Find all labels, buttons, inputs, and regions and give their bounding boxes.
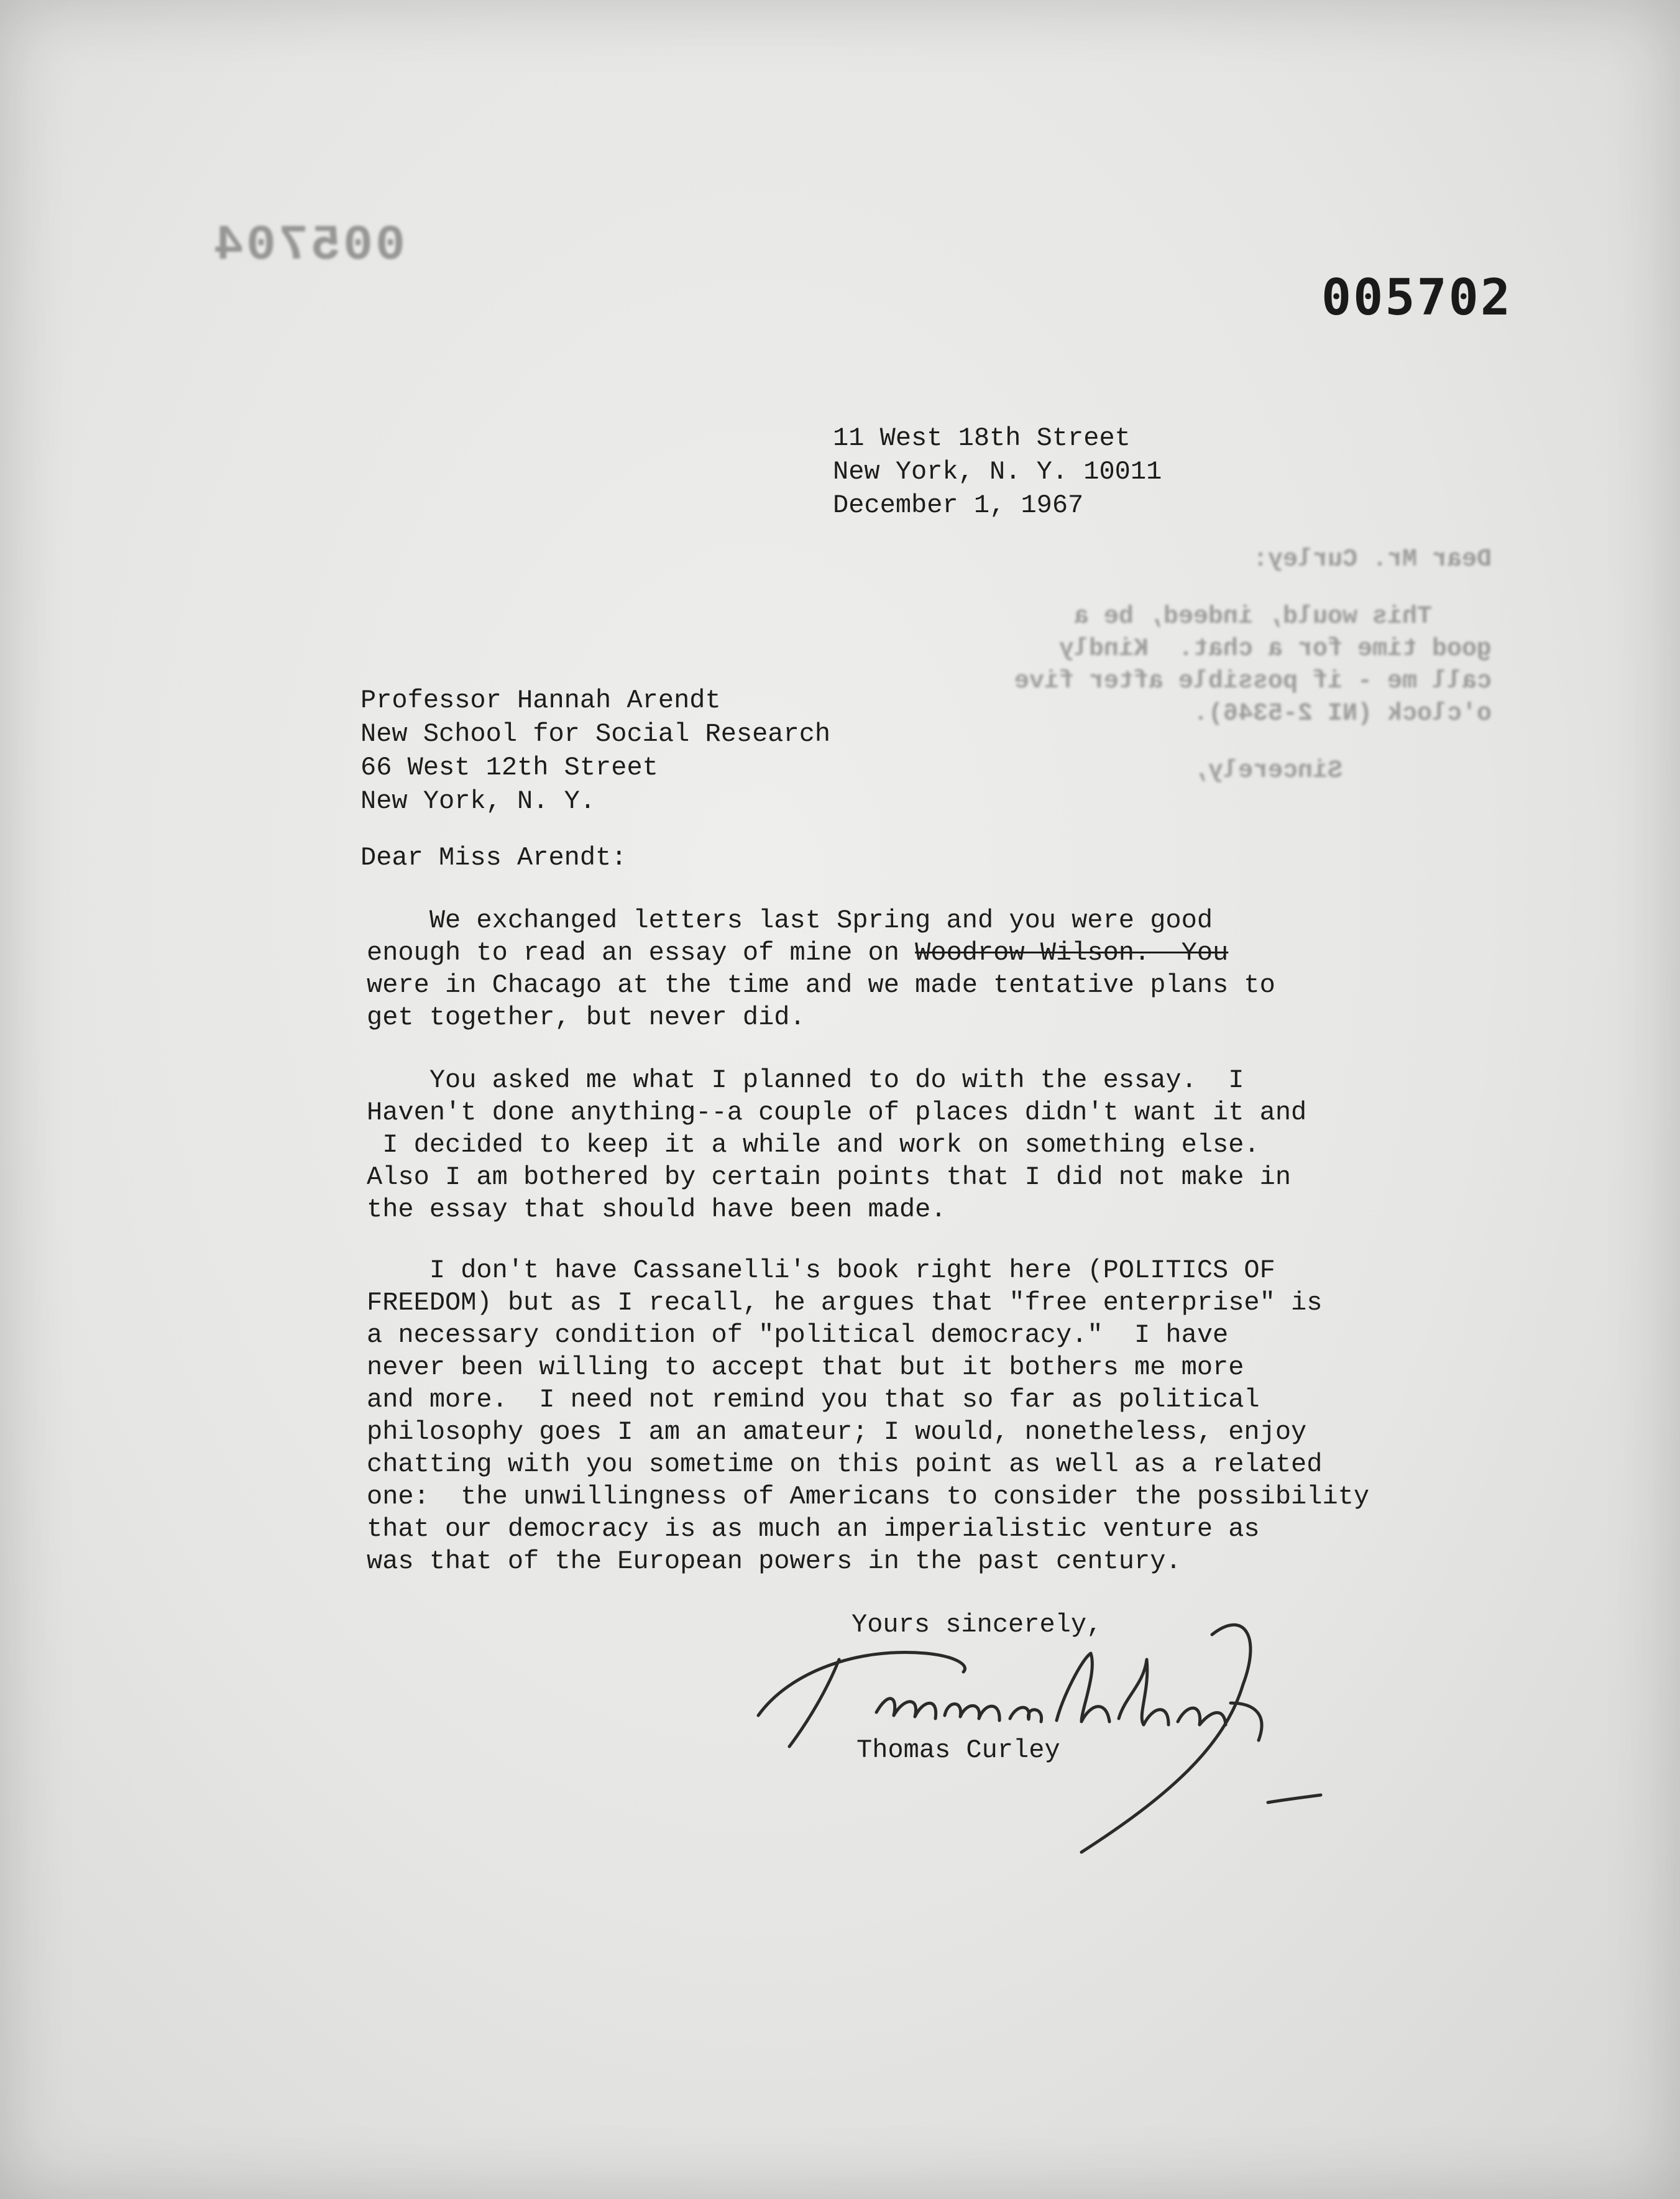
text-line: that our democracy is as much an imperialistic venture as [367, 1514, 1260, 1544]
recipient-street: 66 West 12th Street [360, 753, 658, 783]
text-line: never been willing to accept that but it bothers me more [367, 1352, 1244, 1382]
text-line: were in Chacago at the time and we made tentative plans to [367, 970, 1275, 1000]
text-line: and more. I need not remind you that so far as political [367, 1385, 1260, 1415]
bleed-through-line: o'clock (NI 2-5346). [1193, 700, 1492, 728]
text-line: was that of the European powers in the past century. [367, 1546, 1182, 1576]
letter-date: December 1, 1967 [833, 490, 1084, 520]
recipient-city: New York, N. Y. [360, 786, 596, 816]
closing: Yours sincerely, [851, 1610, 1103, 1640]
text-line: philosophy goes I am an amateur; I would, nonetheless, enjoy [367, 1417, 1307, 1447]
text-line: get together, but never did. [367, 1003, 806, 1032]
bleed-through-line: call me - if possible after five [1014, 668, 1492, 696]
paragraph-2 [367, 1064, 1306, 1226]
mirrored-stamp-number: 005704 [211, 218, 406, 274]
text-line: chatting with you sometime on this point as well as a related [367, 1449, 1323, 1479]
text-line: I don't have Cassanelli's book right here (POLITICS OF [367, 1256, 1275, 1285]
paragraph-3 [367, 1254, 1369, 1577]
bleed-through-line: Dear Mr. Curley: [1252, 546, 1492, 574]
bleed-through-reply [864, 544, 1492, 787]
bleed-through-line: good time for a chat. Kindly [1058, 635, 1492, 663]
text-line: Haven't done anything--a couple of places didn't want it and [367, 1098, 1307, 1127]
bleed-through-line: Sincerely, [1193, 757, 1492, 785]
struck-text: Woodrow Wilson. You [915, 938, 1229, 968]
sender-city: New York, N. Y. 10011 [833, 457, 1162, 487]
text-line: You asked me what I planned to do with the essay. I [367, 1065, 1244, 1095]
text-line: the essay that should have been made. [367, 1195, 947, 1224]
sender-street: 11 West 18th Street [833, 423, 1131, 453]
signed-name: Thomas Curley [856, 1735, 1060, 1765]
text-line: FREEDOM) but as I recall, he argues that "free enterprise" is [367, 1288, 1323, 1318]
sender-address [833, 421, 1162, 522]
text-line [367, 937, 1275, 969]
text-line: a necessary condition of "political democracy." I have [367, 1320, 1229, 1350]
recipient-name: Professor Hannah Arendt [360, 686, 721, 715]
document-number: 005702 [1321, 269, 1512, 326]
recipient-institution: New School for Social Research [360, 719, 831, 749]
bleed-through-line: This would, indeed, be a [1073, 603, 1492, 631]
text-line: We exchanged letters last Spring and you were good [367, 906, 1213, 935]
handwritten-signature [733, 1597, 1330, 1858]
text-line: one: the unwillingness of Americans to consider the possibility [367, 1482, 1370, 1512]
text-line: I decided to keep it a while and work on something else. [367, 1130, 1260, 1160]
recipient-address [360, 684, 830, 818]
salutation: Dear Miss Arendt: [360, 843, 627, 873]
text-line: Also I am bothered by certain points that I did not make in [367, 1162, 1292, 1192]
paragraph-1 [367, 904, 1275, 1034]
text-fragment: enough to read an essay of mine on [367, 938, 916, 968]
